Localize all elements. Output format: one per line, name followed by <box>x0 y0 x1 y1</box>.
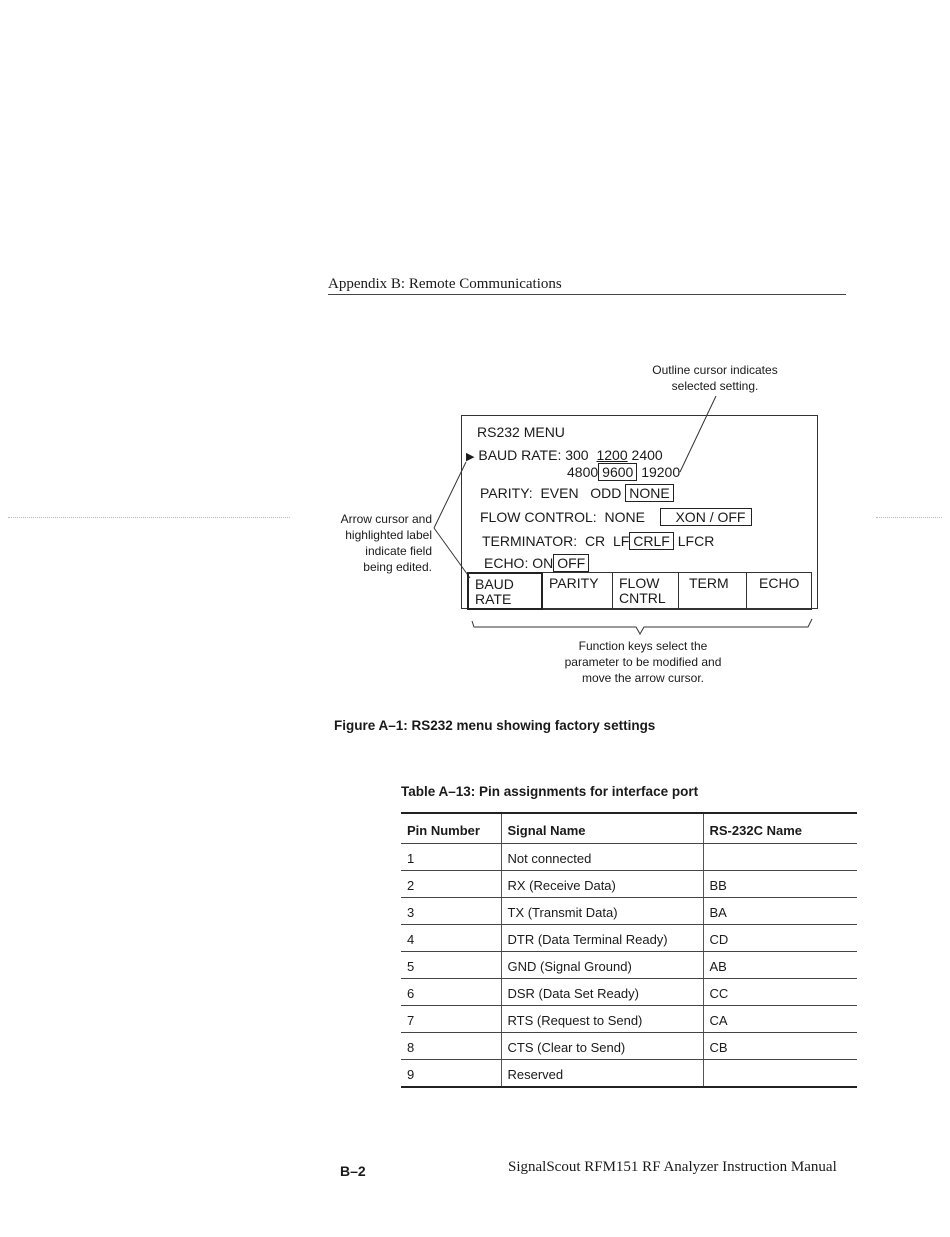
baud-rate-label: BAUD RATE: <box>478 447 562 463</box>
fkey-label: CNTRL <box>619 590 666 606</box>
callout-line: Outline cursor indicates <box>652 363 778 377</box>
table-row <box>401 979 857 1006</box>
callout-line: selected setting. <box>671 379 759 393</box>
signal-cell: Not connected <box>501 844 703 871</box>
echo-on: ON <box>532 555 554 571</box>
pin-cell: 1 <box>401 844 501 871</box>
pin-cell: 9 <box>401 1060 501 1088</box>
arrow-cursor-icon: ▶ <box>466 451 475 463</box>
echo-label: ECHO: <box>484 555 529 571</box>
rs232c-cell: CD <box>703 925 857 952</box>
header-signal-name: Signal Name <box>501 813 703 844</box>
figure-caption: Figure A–1: RS232 menu showing factory settings <box>334 718 656 733</box>
fkey-label: ECHO <box>759 575 800 591</box>
baud-9600-selected: 9600 <box>598 463 637 481</box>
flow-control-row <box>480 508 752 526</box>
baud-rate-row <box>466 447 663 463</box>
callout-line: being edited. <box>363 560 432 574</box>
callout-line: parameter to be modified and <box>564 655 722 669</box>
signal-cell: DTR (Data Terminal Ready) <box>501 925 703 952</box>
fkey-flow-control[interactable] <box>613 573 679 609</box>
table-row <box>401 952 857 979</box>
baud-4800: 4800 <box>567 464 599 480</box>
table-row <box>401 925 857 952</box>
parity-even: EVEN <box>540 485 579 501</box>
rs232c-cell: CA <box>703 1006 857 1033</box>
pin-cell: 2 <box>401 871 501 898</box>
table-row <box>401 1060 857 1088</box>
flow-none: NONE <box>604 509 645 525</box>
table-caption: Table A–13: Pin assignments for interface port <box>401 784 699 799</box>
table-row <box>401 1006 857 1033</box>
signal-cell: DSR (Data Set Ready) <box>501 979 703 1006</box>
rs232c-cell: BB <box>703 871 857 898</box>
baud-rate-row-2 <box>567 463 680 481</box>
term-crlf-selected: CRLF <box>629 532 674 550</box>
fkey-label: RATE <box>475 591 512 607</box>
rs232c-cell <box>703 1060 857 1088</box>
parity-label: PARITY: <box>480 485 533 501</box>
echo-off-selected: OFF <box>553 554 589 572</box>
pin-cell: 3 <box>401 898 501 925</box>
table-row <box>401 898 857 925</box>
function-key-bar <box>467 572 812 610</box>
callout-line: Function keys select the <box>578 639 708 653</box>
rs232c-cell: AB <box>703 952 857 979</box>
pin-assignment-table <box>401 812 857 1088</box>
header-rs232c-name: RS-232C Name <box>703 813 857 844</box>
fkey-label: FLOW <box>619 575 660 591</box>
callout-line: Arrow cursor and <box>340 512 432 526</box>
callout-line: indicate field <box>365 544 432 558</box>
fkey-echo[interactable] <box>747 573 811 609</box>
pin-cell: 5 <box>401 952 501 979</box>
terminator-label: TERMINATOR: <box>482 533 578 549</box>
table-header-row <box>401 813 857 844</box>
manual-title: SignalScout RFM151 RF Analyzer Instruction Manual <box>508 1159 837 1175</box>
rs232c-cell <box>703 844 857 871</box>
callout-line: move the arrow cursor. <box>581 671 705 685</box>
signal-cell: RX (Receive Data) <box>501 871 703 898</box>
echo-row <box>484 554 589 572</box>
terminator-row <box>482 532 714 550</box>
section-header: Appendix B: Remote Communications <box>328 276 562 292</box>
parity-row <box>480 484 674 502</box>
fkey-label: TERM <box>689 575 729 591</box>
fkey-terminator[interactable] <box>679 573 747 609</box>
table-row <box>401 844 857 871</box>
pin-cell: 4 <box>401 925 501 952</box>
baud-19200: 19200 <box>641 464 681 480</box>
rs232c-cell: BA <box>703 898 857 925</box>
table-row <box>401 1033 857 1060</box>
pin-cell: 7 <box>401 1006 501 1033</box>
fkey-label: BAUD <box>475 576 514 592</box>
callout-line: highlighted label <box>345 528 432 542</box>
fkey-label: PARITY <box>549 575 599 591</box>
parity-odd: ODD <box>590 485 622 501</box>
pin-cell: 8 <box>401 1033 501 1060</box>
page-number: B–2 <box>340 1163 366 1179</box>
signal-cell: RTS (Request to Send) <box>501 1006 703 1033</box>
fkey-parity[interactable] <box>543 573 613 609</box>
flow-control-label: FLOW CONTROL: <box>480 509 597 525</box>
menu-title: RS232 MENU <box>477 424 565 440</box>
rs232c-cell: CC <box>703 979 857 1006</box>
signal-cell: TX (Transmit Data) <box>501 898 703 925</box>
pin-cell: 6 <box>401 979 501 1006</box>
rs232c-cell: CB <box>703 1033 857 1060</box>
fkey-baud-rate[interactable] <box>467 572 543 610</box>
parity-none-selected: NONE <box>625 484 673 502</box>
signal-cell: Reserved <box>501 1060 703 1088</box>
table-row <box>401 871 857 898</box>
baud-300: 300 <box>565 447 589 463</box>
function-keys-bracket <box>472 619 812 634</box>
signal-cell: CTS (Clear to Send) <box>501 1033 703 1060</box>
baud-1200: 1200 <box>596 447 628 463</box>
header-pin-number: Pin Number <box>401 813 501 844</box>
term-cr: CR <box>584 533 606 549</box>
term-lfcr: LFCR <box>677 533 715 549</box>
term-lf: LF <box>612 533 630 549</box>
baud-2400: 2400 <box>631 447 663 463</box>
signal-cell: GND (Signal Ground) <box>501 952 703 979</box>
flow-xon-off-selected: XON / OFF <box>660 508 752 526</box>
